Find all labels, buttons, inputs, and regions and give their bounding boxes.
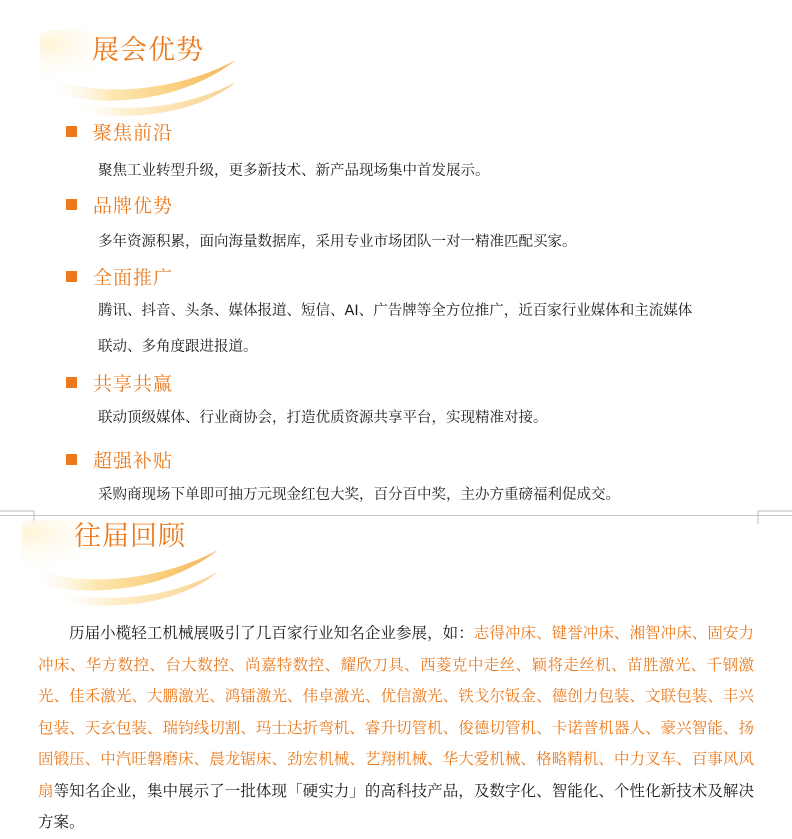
feature-title: 超强补贴 <box>93 449 174 472</box>
feature-title: 品牌优势 <box>93 194 174 217</box>
section-title-past-review: 往届回顾 <box>74 521 186 552</box>
feature-description: 联动顶级媒体、行业商协会，打造优质资源共享平台，实现精准对接。 <box>98 410 548 426</box>
square-bullet-icon <box>66 126 77 137</box>
past-review-paragraph <box>38 618 754 839</box>
section-title-exhibition-advantages: 展会优势 <box>92 35 204 66</box>
feature-title: 共享共赢 <box>93 372 174 395</box>
feature-description: 采购商现场下单即可抽万元现金红包大奖，百分百中奖，主办方重磅福利促成交。 <box>98 487 620 503</box>
feature-heading-promotion <box>66 264 173 288</box>
feature-heading-brand <box>66 192 173 216</box>
feature-description: 聚焦工业转型升级，更多新技术、新产品现场集中首发展示。 <box>98 163 490 179</box>
feature-description: 多年资源积累，面向海量数据库，采用专业市场团队一对一精准匹配买家。 <box>98 234 577 250</box>
feature-heading-shared-win <box>66 370 173 394</box>
feature-description-continued: 联动、多角度跟进报道。 <box>98 339 258 355</box>
feature-title: 全面推广 <box>93 266 174 289</box>
feature-description: 腾讯、抖音、头条、媒体报道、短信、AI、广告牌等全方位推广，近百家行业媒体和主流媒体 <box>98 303 693 319</box>
square-bullet-icon <box>66 271 77 282</box>
square-bullet-icon <box>66 454 77 465</box>
review-outro-text: 等知名企业，集中展示了一批体现「硬实力」的高科技产品，及数字化、智能化、个性化新技术及解决方案。 <box>38 781 754 831</box>
feature-heading-focus <box>66 119 173 143</box>
feature-title: 聚焦前沿 <box>93 121 174 144</box>
review-intro-text: 历届小榄轻工机械展吸引了几百家行业知名企业参展，如： <box>69 624 474 642</box>
right-page-corner-mark <box>752 506 792 526</box>
exhibitor-company-list: 志得冲床、键誉冲床、湘智冲床、固安力冲床、华方数控、台大数控、尚嘉特数控、耀欣刀具、西菱克中走丝、颖将走丝机、苗胜激光、千钢激光、佳禾激光、大鹏激光、鸿镭激光、伟卓激光、优信激光、铁戈尔钣金、德创力包装、文联包装、丰兴包装、天玄包装、瑞钧线切割、玛士达折弯机、睿升切管机、俊德切管机、卡诺普机器人、豪兴智能、扬固锻压、中汽旺磐磨床、晨龙锯床、劲宏机械、艺翔机械、华大爱机械、格略精机、中力叉车、百事风风扇 <box>38 624 754 800</box>
feature-heading-subsidy <box>66 447 173 471</box>
square-bullet-icon <box>66 377 77 388</box>
square-bullet-icon <box>66 199 77 210</box>
